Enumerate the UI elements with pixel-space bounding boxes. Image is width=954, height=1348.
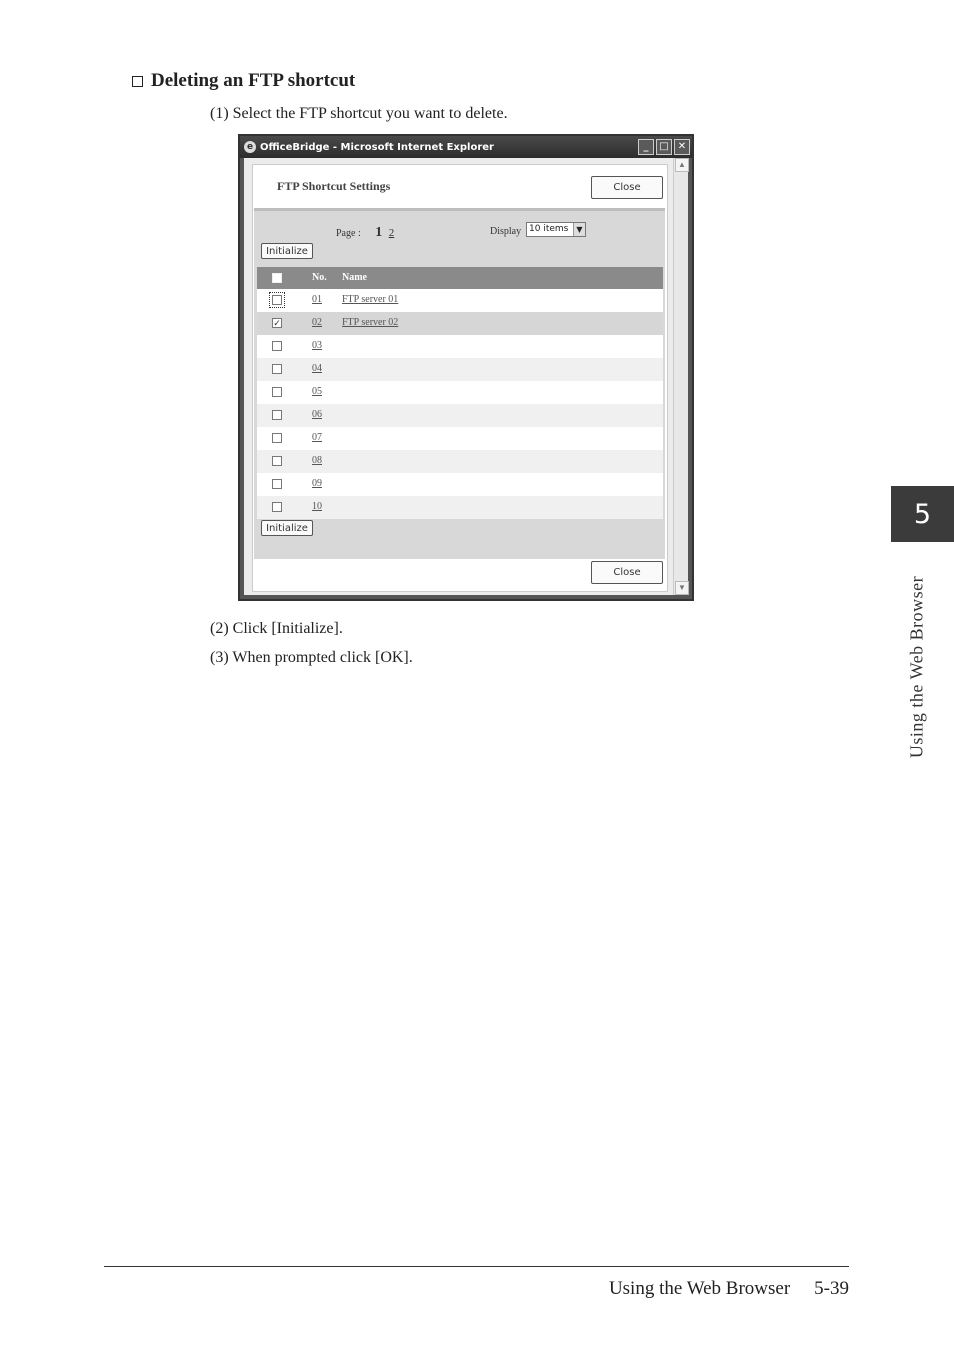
row-checkbox[interactable] xyxy=(272,433,282,443)
initialize-button-top[interactable]: Initialize xyxy=(261,243,313,259)
section-title: Deleting an FTP shortcut xyxy=(151,70,356,91)
browser-window xyxy=(238,134,694,601)
table-header xyxy=(257,267,663,289)
table-row xyxy=(257,427,663,450)
panel-title: FTP Shortcut Settings xyxy=(277,179,391,193)
page-link-2[interactable]: 2 xyxy=(388,227,395,239)
column-no-header: No. xyxy=(312,272,327,283)
close-window-button[interactable]: ✕ xyxy=(674,139,690,155)
settings-panel xyxy=(252,164,668,592)
table-row xyxy=(257,473,663,496)
row-number-link[interactable]: 01 xyxy=(312,294,322,305)
display-select-value: 10 items xyxy=(529,224,569,234)
scroll-down-icon[interactable]: ▼ xyxy=(675,581,689,595)
section-heading xyxy=(132,70,355,92)
row-checkbox[interactable] xyxy=(272,364,282,374)
row-number-link[interactable]: 04 xyxy=(312,363,322,374)
table-row xyxy=(257,358,663,381)
display-select[interactable] xyxy=(526,222,586,237)
row-checkbox[interactable] xyxy=(272,295,282,305)
chevron-down-icon: ▼ xyxy=(573,223,585,236)
scroll-up-icon[interactable]: ▲ xyxy=(675,158,689,172)
row-number-link[interactable]: 03 xyxy=(312,340,322,351)
page-footer xyxy=(609,1278,849,1300)
table-row xyxy=(257,450,663,473)
row-number-link[interactable]: 08 xyxy=(312,455,322,466)
row-checkbox[interactable] xyxy=(272,387,282,397)
bullet-square-icon xyxy=(132,76,143,87)
initialize-button-bottom[interactable]: Initialize xyxy=(261,520,313,536)
row-number-link[interactable]: 07 xyxy=(312,432,322,443)
shortcut-table xyxy=(257,267,663,519)
row-checkbox[interactable] xyxy=(272,502,282,512)
window-title: OfficeBridge - Microsoft Internet Explorer xyxy=(260,141,494,153)
row-checkbox[interactable] xyxy=(272,479,282,489)
chapter-tab: 5 xyxy=(891,486,954,542)
row-checkbox[interactable] xyxy=(272,410,282,420)
window-client xyxy=(244,158,688,595)
table-row xyxy=(257,335,663,358)
step-3: (3) When prompted click [OK]. xyxy=(210,649,413,666)
page-label: Page : xyxy=(336,228,361,239)
row-checkbox[interactable]: ✓ xyxy=(273,318,281,328)
chapter-side-label: Using the Web Browser xyxy=(906,575,927,759)
window-titlebar xyxy=(240,136,692,158)
table-row xyxy=(257,404,663,427)
footer-title: Using the Web Browser xyxy=(608,1278,791,1299)
maximize-button[interactable]: □ xyxy=(656,139,672,155)
row-name-link[interactable]: FTP server 02 xyxy=(342,317,399,328)
row-number-link[interactable]: 02 xyxy=(312,317,322,328)
display-label: Display xyxy=(490,226,522,237)
row-number-link[interactable]: 06 xyxy=(312,409,322,420)
column-name-header: Name xyxy=(342,272,367,283)
ie-icon: e xyxy=(244,141,256,153)
table-row xyxy=(257,289,663,312)
step-2: (2) Click [Initialize]. xyxy=(210,620,343,637)
row-name-link[interactable]: FTP server 01 xyxy=(342,294,399,305)
vertical-scrollbar[interactable] xyxy=(673,158,688,595)
row-checkbox[interactable] xyxy=(272,456,282,466)
table-row xyxy=(257,496,663,519)
list-area xyxy=(254,208,665,559)
minimize-button[interactable]: _ xyxy=(638,139,654,155)
step-1: (1) Select the FTP shortcut you want to delete. xyxy=(210,105,508,122)
page-current: 1 xyxy=(375,225,383,240)
select-all-checkbox[interactable] xyxy=(272,273,282,283)
pager xyxy=(336,225,394,241)
page-number: 5-39 xyxy=(814,1278,849,1299)
row-checkbox[interactable] xyxy=(272,341,282,351)
row-number-link[interactable]: 09 xyxy=(312,478,322,489)
row-number-link[interactable]: 05 xyxy=(312,386,322,397)
close-button-bottom[interactable]: Close xyxy=(591,561,663,584)
table-row xyxy=(257,381,663,404)
close-button-top[interactable]: Close xyxy=(591,176,663,199)
footer-rule xyxy=(104,1266,849,1267)
table-row xyxy=(257,312,663,335)
row-number-link[interactable]: 10 xyxy=(312,501,322,512)
